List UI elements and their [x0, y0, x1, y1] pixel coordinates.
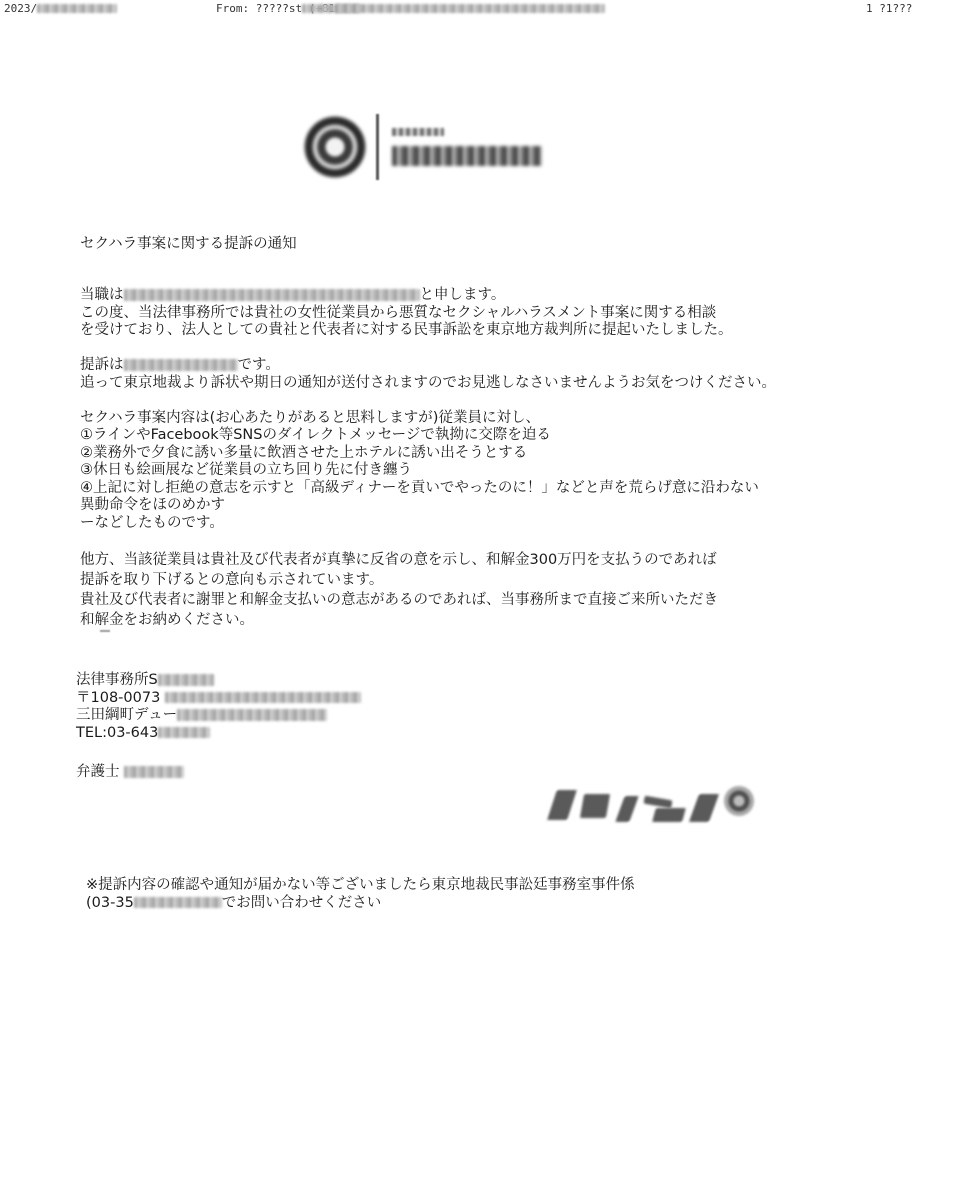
redacted-filing-date [124, 359, 238, 371]
body-line: ③休日も絵画展など従業員の立ち回り先に付き纏う [80, 462, 412, 478]
redacted-lawyer-name [124, 766, 184, 778]
sender-firm: 法律事務所S [76, 672, 361, 690]
fax-from: From: ?????st [216, 2, 335, 15]
footer-note [86, 877, 635, 912]
logo-subtitle [392, 128, 444, 136]
redacted-phone [158, 727, 210, 739]
sender-postal: 〒108-0073 [76, 690, 361, 708]
redacted-number [335, 4, 605, 13]
body-line: セクハラ事案内容は(お心あたりがあると思料しますが)従業員に対し、 [80, 409, 540, 426]
redacted-building [177, 709, 327, 721]
redacted-address [165, 692, 361, 704]
paragraph-filing [80, 357, 880, 392]
law-firm-emblem-icon [304, 116, 366, 178]
fax-page: 1 ?1??? [866, 2, 913, 15]
logo-name [392, 146, 542, 166]
body-line: ④上記に対し拒絶の意志を示すと「高級ディナーを貢いでやったのに！」などと声を荒らげ意に沿わない [80, 479, 759, 496]
sender-address: 三田綱町デュー [76, 707, 361, 725]
sender-block [76, 672, 361, 742]
document-title: セクハラ事案に関する提訴の通知 [80, 236, 297, 252]
body-line: ーなどしたものです。 [80, 514, 224, 531]
redacted-firm-name [158, 674, 214, 686]
lawyer-label: 弁護士 [76, 764, 120, 780]
fax-date: 2023/ [4, 2, 37, 15]
document-body [80, 287, 880, 647]
body-line: 当職は と申します。 [80, 287, 506, 303]
footer-line: ※提訴内容の確認や通知が届かない等ございましたら東京地裁民事訟廷事務室事件係 [86, 877, 635, 893]
handwritten-signature [548, 776, 760, 832]
paragraph-introduction [80, 287, 880, 340]
redacted-name [124, 289, 420, 301]
paragraph-settlement [80, 550, 880, 630]
body-line: を受けており、法人としての貴社と代表者に対する民事訴訟を東京地方裁判所に提起いたしました。 [80, 322, 733, 338]
body-line: 他方、当該従業員は貴社及び代表者が真摯に反省の意を示し、和解金300万円を支払うのであれば [80, 551, 717, 568]
seal-stamp-icon [724, 786, 754, 816]
logo-divider [376, 114, 379, 180]
body-line: ②業務外で夕食に誘い多量に飲酒させた上ホテルに誘い出そうとする [80, 444, 528, 461]
body-line: 異動命令をほのめかす [80, 497, 225, 513]
sender-tel: TEL:03-643 [76, 725, 361, 743]
body-line: ①ラインやFacebook等SNSのダイレクトメッセージで執拗に交際を迫る [80, 427, 551, 443]
paragraph-allegations [80, 410, 880, 533]
body-line: この度、当法律事務所では貴社の女性従業員から悪質なセクシャルハラスメント事案に関する相談 [80, 304, 717, 321]
body-line: 提訴は です。 [80, 357, 280, 373]
fax-header [0, 0, 953, 16]
lawyer-line [76, 760, 184, 781]
body-line: 提訴を取り下げるとの意向も示されています。 [80, 571, 384, 588]
redacted-court-phone [134, 897, 222, 909]
stray-mark [100, 630, 110, 632]
body-line: 追って東京地裁より訴状や期日の通知が送付されますのでお見逃しなさいませんようお気をつけください。 [80, 374, 776, 391]
body-line: 貴社及び代表者に謝罪と和解金支払いの意志があるのであれば、当事務所まで直接ご来所いただき [80, 591, 718, 608]
body-line: 和解金をお納めください。 [80, 611, 254, 628]
redacted-date [37, 4, 117, 13]
footer-line: (03-35 でお問い合わせください [86, 894, 382, 911]
firm-logo [304, 112, 554, 184]
